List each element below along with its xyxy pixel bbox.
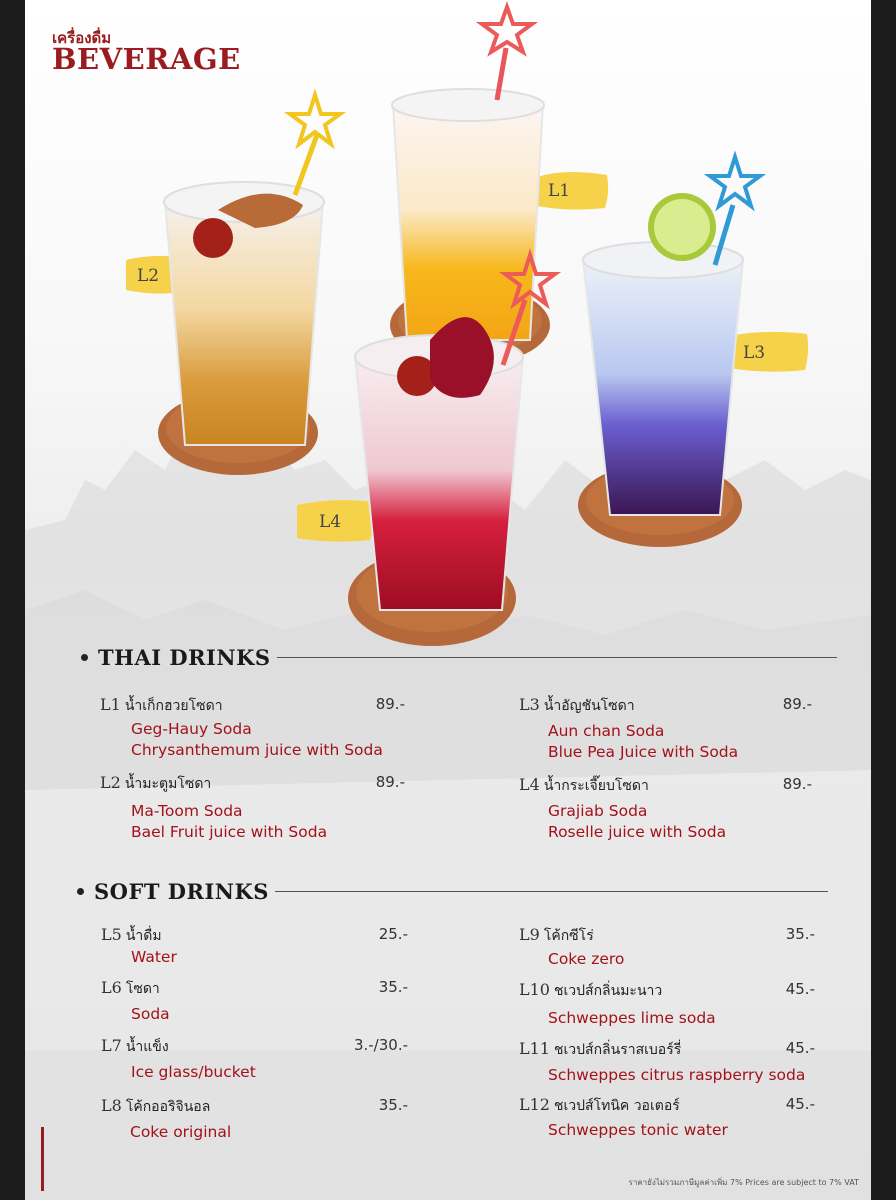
- title-thai: เครื่องดื่ม: [52, 29, 112, 47]
- item-en-name: Geg-Hauy Soda: [131, 720, 252, 738]
- item-en-name: Ice glass/bucket: [131, 1063, 256, 1081]
- item-price: 89.-: [782, 775, 812, 793]
- item-en-name: Schweppes tonic water: [548, 1121, 728, 1139]
- item-code: L3: [519, 695, 540, 714]
- item-price: 35.-: [785, 925, 815, 943]
- item-thai-name: น้ำอัญชันโซดา: [543, 698, 635, 714]
- item-price: 89.-: [375, 773, 405, 791]
- section-rule: [277, 657, 837, 658]
- item-en-name: Soda: [131, 1005, 170, 1023]
- item-thai-name: โซดา: [125, 981, 160, 997]
- item-thai-name: น้ำดื่ม: [125, 928, 162, 944]
- item-price: 35.-: [378, 978, 408, 996]
- item-thai-name: โค้กซีโร่: [543, 928, 594, 944]
- item-en-name: Schweppes lime soda: [548, 1009, 716, 1027]
- item-en-name: Water: [131, 948, 177, 966]
- item-en-desc: Blue Pea Juice with Soda: [548, 743, 739, 761]
- item-price: 89.-: [375, 695, 405, 713]
- item-code: L5: [101, 925, 122, 944]
- menu-item-l3: [519, 695, 812, 763]
- item-en-desc: Roselle juice with Soda: [548, 823, 727, 841]
- section-thai-drinks: [81, 645, 837, 670]
- menu-item-l5: [101, 925, 408, 968]
- item-price: 25.-: [378, 925, 408, 943]
- tag-l4: L4: [319, 512, 342, 532]
- item-thai-name: น้ำกระเจี๊ยบโซดา: [543, 778, 649, 794]
- item-price: 45.-: [785, 1039, 815, 1057]
- item-thai-name: โค้กออริจินอล: [125, 1099, 211, 1115]
- menu-item-l7: [101, 1036, 408, 1083]
- item-en-name: Grajiab Soda: [548, 802, 648, 820]
- item-code: L4: [519, 775, 540, 794]
- item-en-name: Schweppes citrus raspberry soda: [548, 1066, 806, 1084]
- menu-item-l12: [519, 1095, 815, 1141]
- item-en-name: Ma-Toom Soda: [131, 802, 243, 820]
- title-beverage: BEVERAGE: [52, 42, 241, 76]
- vat-footnote: ราคายังไม่รวมภาษีมูลค่าเพิ่ม 7% Prices are subject to 7% VAT: [628, 1178, 859, 1187]
- bullet-dot: [77, 888, 84, 895]
- item-thai-name: น้ำแข็ง: [125, 1039, 169, 1055]
- menu-item-l4: [519, 775, 812, 843]
- item-code: L7: [101, 1036, 122, 1055]
- section-title: THAI DRINKS: [98, 645, 271, 670]
- item-price: 45.-: [785, 980, 815, 998]
- item-en-name: Aun chan Soda: [548, 722, 665, 740]
- menu-item-l11: [519, 1039, 815, 1086]
- item-price: 45.-: [785, 1095, 815, 1113]
- item-code: L6: [101, 978, 122, 997]
- item-thai-name: ชเวปส์กลิ่นมะนาว: [553, 983, 663, 999]
- section-rule: [275, 891, 828, 892]
- item-thai-name: ชเวปส์กลิ่นราสเบอร์รี่: [553, 1042, 682, 1058]
- item-price: 35.-: [378, 1096, 408, 1114]
- section-soft-drinks: [77, 879, 828, 904]
- bullet-dot: [81, 654, 88, 661]
- menu-item-l10: [519, 980, 815, 1029]
- tag-l1: L1: [548, 181, 571, 201]
- item-code: L10: [519, 980, 550, 999]
- menu-item-l8: [101, 1096, 408, 1143]
- item-price: 89.-: [782, 695, 812, 713]
- tag-l3: L3: [743, 343, 766, 363]
- item-code: L9: [519, 925, 540, 944]
- drinks-photo: [25, 0, 871, 660]
- menu-item-l9: [519, 925, 815, 970]
- item-code: L12: [519, 1095, 550, 1114]
- item-en-desc: Chrysanthemum juice with Soda: [131, 741, 383, 759]
- menu-item-l1: [100, 695, 405, 761]
- menu-item-l2: [100, 773, 405, 843]
- section-title: SOFT DRINKS: [94, 879, 269, 904]
- item-code: L8: [101, 1096, 122, 1115]
- item-thai-name: ชเวปส์โทนิค วอเตอร์: [553, 1098, 680, 1114]
- item-thai-name: น้ำมะตูมโซดา: [124, 776, 212, 792]
- item-en-desc: Bael Fruit juice with Soda: [131, 823, 328, 841]
- menu-item-l6: [101, 978, 408, 1025]
- menu-page: [25, 0, 871, 1200]
- item-en-name: Coke zero: [548, 950, 625, 968]
- item-thai-name: น้ำเก็กฮวยโซดา: [124, 698, 223, 714]
- item-code: L2: [100, 773, 121, 792]
- item-code: L1: [100, 695, 121, 714]
- tag-l2: L2: [137, 266, 160, 286]
- accent-bar: [41, 1127, 44, 1191]
- item-price: 3.-/30.-: [353, 1036, 408, 1054]
- item-en-name: Coke original: [130, 1123, 232, 1141]
- item-code: L11: [519, 1039, 550, 1058]
